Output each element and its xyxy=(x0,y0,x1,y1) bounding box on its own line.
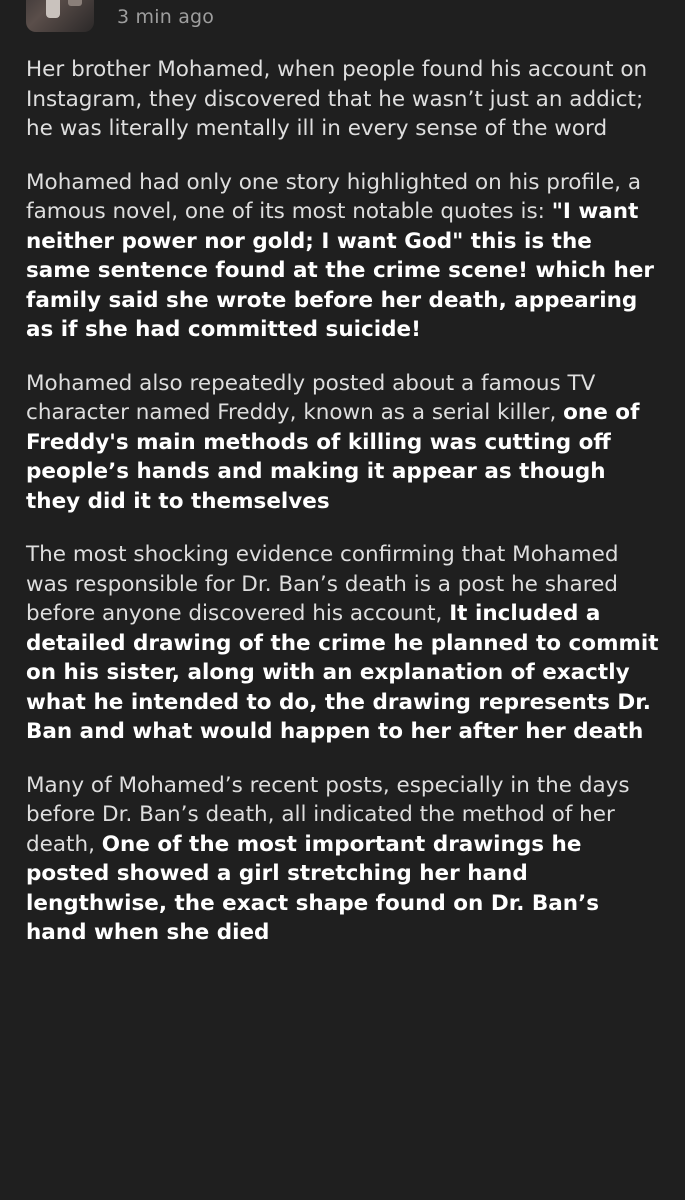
paragraph-text: Her brother Mohamed, when people found his account on Instagram, they discovered that he wasn’t just an addict; he was literally mentally ill in every sense of the word xyxy=(26,57,648,141)
paragraph-bold-text: "I want neither power nor gold; I want God" this is the same sentence found at the crime scene! which her family said she wrote before her death, appearing as if she had committed suicide! xyxy=(26,199,655,342)
paragraph-bold-text: One of the most important drawings he posted showed a girl stretching her hand lengthwise, the exact shape found on Dr. Ban’s hand when she died xyxy=(26,831,600,945)
post-paragraph-5 xyxy=(26,771,662,948)
post-paragraph-1 xyxy=(26,55,662,144)
post-paragraph-3 xyxy=(26,369,662,517)
paragraph-bold-text: one of Freddy's main methods of killing was cutting off people’s hands and making it appear as though they did it to themselves xyxy=(26,400,640,514)
paragraph-text: Many of Mohamed’s recent posts, especially in the days before Dr. Ban’s death, all indicated the method of her death, xyxy=(26,772,630,857)
post-paragraph-2 xyxy=(26,168,662,345)
paragraph-text: Mohamed also repeatedly posted about a famous TV character named Freddy, known as a serial killer, xyxy=(26,370,596,425)
post-timestamp: 3 min ago xyxy=(117,6,215,28)
paragraph-text: Mohamed had only one story highlighted on his profile, a famous novel, one of its most notable quotes is: xyxy=(26,169,642,224)
post-body xyxy=(26,55,662,972)
avatar-shape xyxy=(68,0,82,6)
avatar-shape xyxy=(46,0,60,18)
avatar[interactable] xyxy=(26,0,94,32)
paragraph-text: The most shocking evidence confirming that Mohamed was responsible for Dr. Ban’s death is a post he shared before anyone discovered his account, xyxy=(26,542,619,626)
post-header xyxy=(0,0,685,36)
paragraph-bold-text: It included a detailed drawing of the crime he planned to commit on his sister, along with an explanation of exactly what he intended to do, the drawing represents Dr. Ban and what would happen to her after her death xyxy=(26,601,659,744)
post-paragraph-4 xyxy=(26,540,662,747)
